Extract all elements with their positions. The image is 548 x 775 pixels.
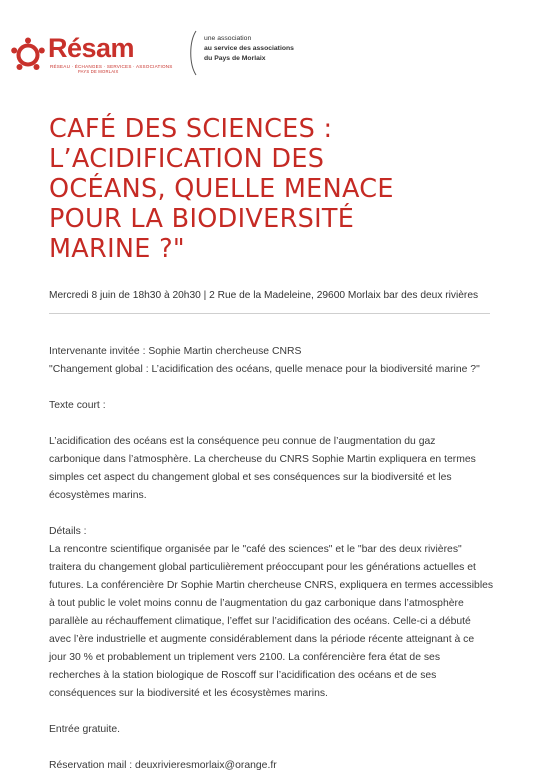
text-line: écosystèmes marins.: [49, 490, 147, 501]
logo-wordmark: Résam: [48, 33, 135, 63]
association-line-2: au service des associations: [204, 45, 294, 52]
entry-info: Entrée gratuite.: [49, 724, 121, 735]
short-text-label: Texte court :: [49, 400, 106, 411]
text-line: jour 30 % et probablement un triplement vers 2100. La conférencière fera état de ses: [49, 652, 441, 663]
title-line: OCÉANS, QUELLE MENACE: [49, 174, 394, 204]
event-date-location: Mercredi 8 juin de 18h30 à 20h30 | 2 Rue de la Madeleine, 29600 Morlaix bar des deux rivières: [49, 290, 479, 301]
short-text-paragraph: [49, 433, 499, 505]
title-line: MARINE ?": [49, 234, 185, 264]
header-divider: [188, 30, 198, 76]
title-line: L’ACIDIFICATION DES: [49, 144, 325, 174]
text-line: recherches à la station biologique de Roscoff sur l’acidification des océans et de ses: [49, 670, 437, 681]
details-label: Détails :: [49, 526, 87, 537]
logo-tagline: RÉSEAU · ÉCHANGES · SERVICES · ASSOCIATIONS: [50, 64, 173, 69]
text-line: simples cet aspect du changement global et ses conséquences sur la biodiversité et les: [49, 472, 452, 483]
reservation-line: [49, 757, 499, 775]
reservation-email: deuxrivieresmorlaix@orange.fr: [135, 760, 277, 771]
reservation-label: Réservation mail :: [49, 760, 136, 771]
association-line-3: du Pays de Morlaix: [204, 55, 266, 62]
divider: [49, 313, 490, 314]
people-circle-logo-icon: [10, 37, 46, 73]
association-tagline: [204, 34, 294, 64]
text-line: à tout public le volet moins connu de l’augmentation du gaz carbonique dans l’atmosphère: [49, 598, 464, 609]
text-line: carbonique dans l’atmosphère. La chercheuse du CNRS Sophie Martin expliquera en termes: [49, 454, 476, 465]
text-line: avec l’ère industrielle et augmente considérablement dans la période récente atteignant à ce: [49, 634, 475, 645]
title-line: POUR LA BIODIVERSITÉ: [49, 204, 355, 234]
talk-title: "Changement global : L’acidification des océans, quelle menace pour la biodiversité marine ?": [49, 364, 480, 375]
article-body: [49, 343, 499, 775]
text-line: traitera du changement global particulièrement préoccupant pour les générations actuelles et: [49, 562, 476, 573]
association-line-1: une association: [204, 35, 252, 42]
text-line: La rencontre scientifique organisée par le "café des sciences" et le "bar des deux rivières": [49, 544, 462, 555]
header: [10, 28, 540, 80]
page-title: [49, 114, 519, 264]
details-paragraph: [49, 541, 499, 703]
text-line: L’acidification des océans est la conséquence peu connue de l’augmentation du gaz: [49, 436, 436, 447]
logo-subtitle: PAYS DE MORLAIX: [78, 69, 119, 74]
text-line: parallèle au réchauffement climatique, l’effet sur l’acidification des océans. Celle-ci a débuté: [49, 616, 471, 627]
title-line: CAFÉ DES SCIENCES :: [49, 114, 333, 144]
speaker-line: Intervenante invitée : Sophie Martin chercheuse CNRS: [49, 346, 302, 357]
text-line: futures. La conférencière Dr Sophie Martin chercheuse CNRS, expliquera en termes accessibles: [49, 580, 494, 591]
text-line: conséquences sur la biodiversité et les écosystèmes marins.: [49, 688, 328, 699]
